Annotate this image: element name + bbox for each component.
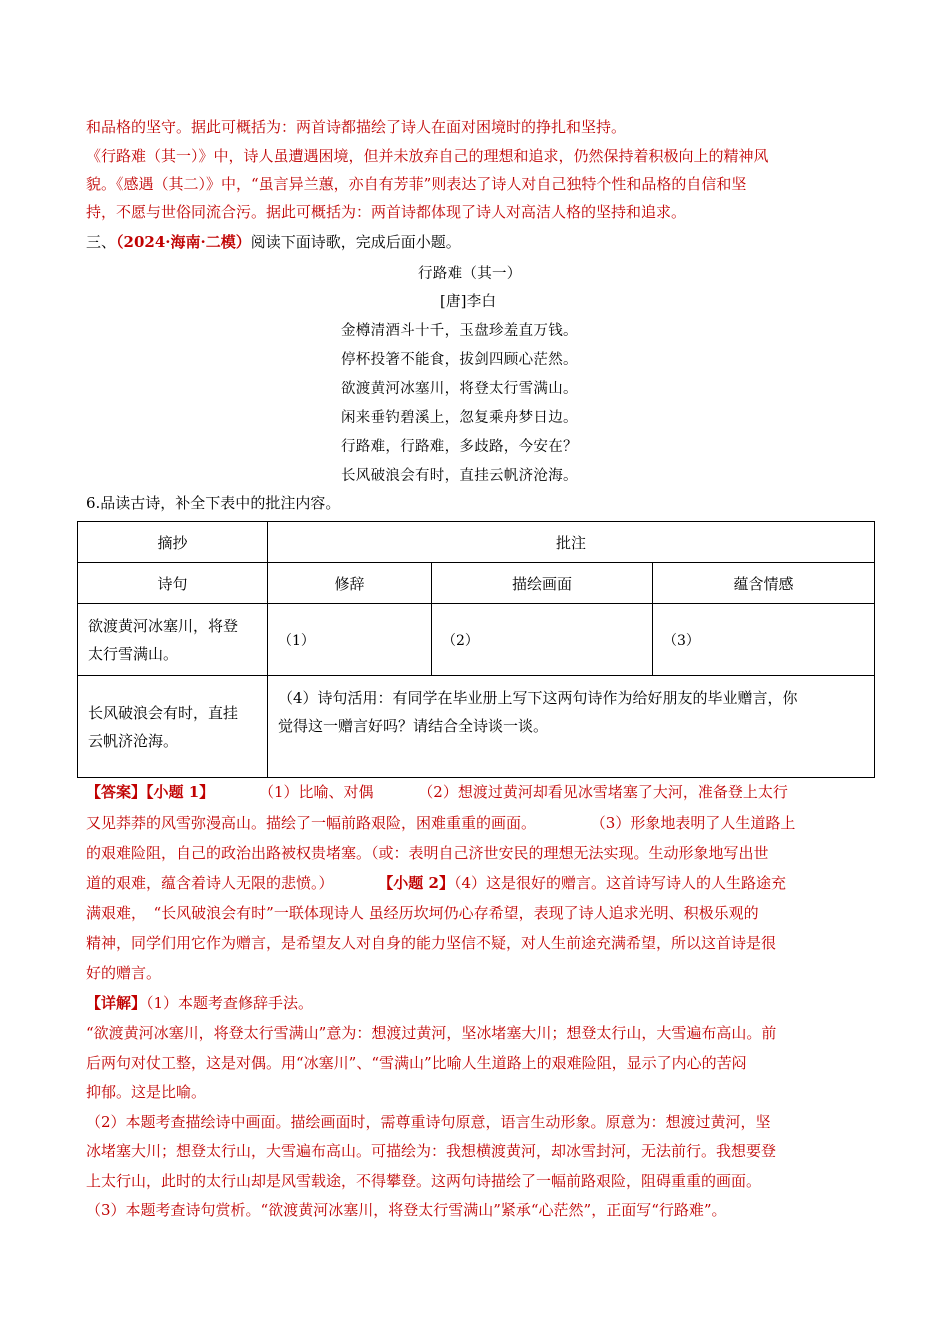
row2-line-b: 云帆济沧海。 xyxy=(88,731,179,750)
answer-tag: 【答案】【小题 1】 xyxy=(86,783,215,801)
detail-line-5: （2）本题考查描绘诗中画面。描绘画面时，需尊重诗句原意，语言生动形象。原意为：想渡过黄河，坚 xyxy=(86,1113,771,1131)
poem-line-4: 闲来垂钓碧溪上，忽复乘舟梦日边。 xyxy=(341,410,578,426)
table-row xyxy=(78,604,875,676)
top-line-3: 貌。《感遇（其二）》中，“虽言异兰蕙，亦自有芳菲”则表达了诗人对自己独特个性和品格的自信和坚 xyxy=(86,175,747,193)
header-emotion: 蕴含情感 xyxy=(653,563,875,604)
poem-line-6: 长风破浪会有时，直挂云帆济沧海。 xyxy=(341,468,578,484)
top-line-2: 《行路难（其一）》中，诗人虽遭遇困境，但并未放弃自己的理想和追求，仍然保持着积极向上的精神风 xyxy=(86,147,769,165)
blank-3[interactable]: （3） xyxy=(653,604,875,676)
poem-line-1: 金樽清酒斗十千，玉盘珍羞直万钱。 xyxy=(341,323,578,339)
header-scene: 描绘画面 xyxy=(432,563,653,604)
detail-line-4: 抑郁。这是比喻。 xyxy=(86,1083,207,1101)
detail-line-6: 冰堵塞大川；想登太行山，大雪遍布高山。可描绘为：我想横渡黄河，却冰雪封河，无法前行。我想要登 xyxy=(86,1142,777,1160)
row1-line-b: 太行雪满山。 xyxy=(88,644,179,663)
detail-line-3: 后两句对仗工整，这是对偶。用“冰塞川”、“雪满山”比喻人生道路上的艰难险阻，显示了内心的苦闷 xyxy=(86,1054,747,1072)
detail-line-1: 【详解】（1）本题考查修辞手法。 xyxy=(86,994,314,1012)
section-heading xyxy=(86,231,461,252)
answer-line-5: 满艰难， “长风破浪会有时”一联体现诗人 虽经历坎坷仍心存希望，表现了诗人追求光明、积极乐观的 xyxy=(86,904,759,922)
row2-question-b: 觉得这一赠言好吗？请结合全诗谈一谈。 xyxy=(278,717,549,735)
table-subheader-row xyxy=(78,563,875,604)
row1-line-a: 欲渡黄河冰塞川，将登 xyxy=(88,616,239,635)
header-rhetoric: 修辞 xyxy=(268,563,432,604)
blank-1[interactable]: （1） xyxy=(268,604,432,676)
row2-line-a: 长风破浪会有时，直挂 xyxy=(88,703,239,722)
answer-subtag-2: 【小题 2】 xyxy=(378,874,454,892)
table-header-row xyxy=(78,522,875,563)
poem-title: 行路难（其一） xyxy=(418,266,522,282)
table-row xyxy=(78,676,875,778)
poem-line-3: 欲渡黄河冰塞川，将登太行雪满山。 xyxy=(341,381,578,397)
poem-line-2: 停杯投箸不能食，拔剑四顾心茫然。 xyxy=(341,352,578,368)
answer-line-3: 的艰难险阻，自己的政治出路被权贵堵塞。（或：表明自己济世安民的理想无法实现。生动形象地写出世 xyxy=(86,844,769,862)
poem-line-5: 行路难，行路难，多歧路，今安在？ xyxy=(341,439,578,455)
answer-line-7: 好的赠言。 xyxy=(86,964,162,982)
detail-line-2: “欲渡黄河冰塞川，将登太行雪满山”意为：想渡过黄河，坚冰堵塞大川；想登太行山，大雪遍布高山。前 xyxy=(86,1024,777,1042)
detail-tag: 【详解】 xyxy=(86,994,147,1012)
top-line-1: 和品格的坚守。据此可概括为：两首诗都描绘了诗人在面对困境时的挣扎和坚持。 xyxy=(86,118,627,136)
question-6: 6.品读古诗，补全下表中的批注内容。 xyxy=(86,494,341,512)
answer-line-4: 道的艰难，蕴含着诗人无限的悲愤。） 【小题 2】（4）这是很好的赠言。这首诗写诗人的人生路途充 xyxy=(86,874,787,892)
top-line-4: 持，不愿与世俗同流合污。据此可概括为：两首诗都体现了诗人对高洁人格的坚持和追求。 xyxy=(86,203,687,221)
row1-line xyxy=(78,604,268,676)
row2-line xyxy=(78,676,268,778)
row2-question[interactable] xyxy=(268,676,875,778)
detail-line-8: （3）本题考查诗句赏析。“欲渡黄河冰塞川，将登太行雪满山”紧承“心茫然”，正面写“行路难”。 xyxy=(86,1201,727,1219)
answer-line-2: 又见莽莽的风雪弥漫高山。描绘了一幅前路艰险，困难重重的画面。 （3）形象地表明了人生道路上 xyxy=(86,814,796,832)
header-line: 诗句 xyxy=(78,563,268,604)
section-number: 三、 xyxy=(86,233,117,251)
blank-2[interactable]: （2） xyxy=(432,604,653,676)
section-source: （2024·海南·二模） xyxy=(116,233,251,251)
detail-line-7: 上太行山，此时的太行山却是风雪载途，不得攀登。这两句诗描绘了一幅前路艰险，阻碍重重的画面。 xyxy=(86,1172,762,1190)
header-annotation: 批注 xyxy=(268,522,875,563)
header-excerpt: 摘抄 xyxy=(78,522,268,563)
section-instruction: 阅读下面诗歌，完成后面小题。 xyxy=(250,233,461,251)
answer-line-1: 【答案】【小题 1】 （1）比喻、对偶 （2）想渡过黄河却看见冰雪堵塞了大河，准备登上太行 xyxy=(86,783,788,801)
poem-author: [唐]李白 xyxy=(440,294,497,310)
answer-line-6: 精神，同学们用它作为赠言，是希望友人对自身的能力坚信不疑，对人生前途充满希望，所以这首诗是很 xyxy=(86,934,777,952)
annotation-table xyxy=(77,521,875,778)
row2-question-a: （4）诗句活用：有同学在毕业册上写下这两句诗作为给好朋友的毕业赠言，你 xyxy=(278,689,798,707)
